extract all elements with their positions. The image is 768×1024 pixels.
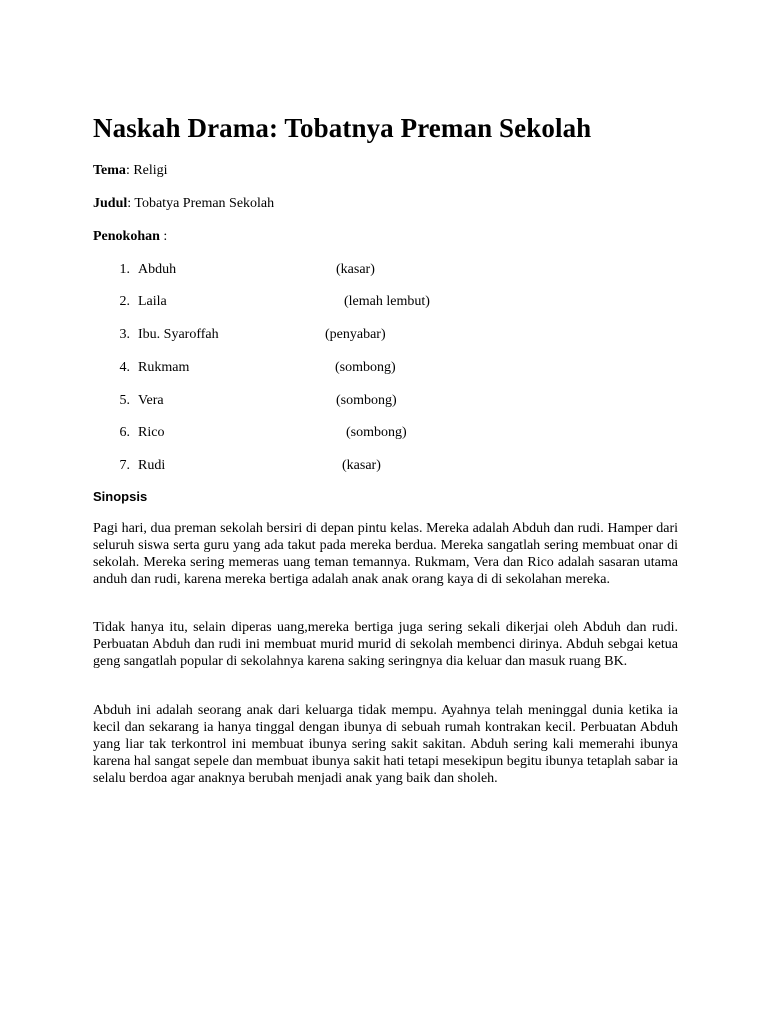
character-number: 2.: [119, 294, 130, 309]
character-number: 7.: [119, 458, 130, 473]
penokohan-value: :: [159, 229, 168, 244]
judul-field: [93, 196, 274, 212]
document-title: Naskah Drama: Tobatnya Preman Sekolah: [93, 113, 592, 143]
character-number: 3.: [119, 327, 130, 342]
judul-label: Judul: [93, 196, 128, 211]
tema-value: : Religi: [125, 163, 168, 178]
character-name: Rudi: [138, 458, 166, 473]
sinopsis-paragraph: Abduh ini adalah seorang anak dari keluarga tidak mempu. Ayahnya telah meninggal dunia ketika ia kecil dan sekarang ia hanya tinggal dengan ibunya di sebuah rumah kontrakan kecil. Perbuatan Abduh yang liar tak terkontrol ini membuat ibunya sering sakit sakitan. Abduh sering kali memerahi ibunya karena hal sangat sepele dan membuat ibunya sakit hati tetapi mesekipun begitu ibunya tetaplah sabar ia selalu berdoa agar anaknya berubah menjadi anak yang baik dan sholeh.: [93, 703, 678, 786]
character-number: 6.: [119, 425, 130, 440]
character-name: Rico: [138, 425, 165, 440]
character-trait: (sombong): [336, 393, 397, 408]
character-number: 5.: [119, 393, 130, 408]
tema-label: Tema: [93, 163, 126, 178]
character-name: Ibu. Syaroffah: [138, 327, 219, 342]
character-trait: (sombong): [335, 360, 396, 375]
character-number: 1.: [119, 262, 130, 277]
character-trait: (penyabar): [325, 327, 386, 342]
character-trait: (sombong): [346, 425, 407, 440]
character-name: Laila: [138, 294, 167, 309]
tema-field: [93, 163, 168, 179]
sinopsis-heading: Sinopsis: [93, 489, 148, 504]
character-name: Abduh: [138, 262, 177, 277]
penokohan-field: [93, 229, 167, 245]
character-name: Vera: [138, 393, 164, 408]
sinopsis-paragraph: Tidak hanya itu, selain diperas uang,mereka bertiga juga sering sekali dikerjai oleh Abduh dan rudi. Perbuatan Abduh dan rudi ini membuat murid murid di sekolah membenci dirinya. Abduh sebgai ketua geng sangatlah popular di sekolahnya karena saking seringnya dia keluar dan masuk ruang BK.: [93, 620, 678, 669]
sinopsis-paragraph: Pagi hari, dua preman sekolah bersiri di depan pintu kelas. Mereka adalah Abduh dan rudi. Hamper dari seluruh siswa serta guru yang ada takut pada mereka berdua. Mereka sangatlah sering membuat onar di sekolah. Mereka sering memeras uang teman temannya. Rukmam, Vera dan Rico adalah sasaran utama anduh dan rudi, karena mereka bertiga adalah anak anak orang kaya di di sekolahan mereka.: [93, 521, 678, 587]
character-trait: (lemah lembut): [344, 294, 430, 309]
character-number: 4.: [119, 360, 130, 375]
character-trait: (kasar): [336, 262, 375, 277]
character-trait: (kasar): [342, 458, 381, 473]
character-name: Rukmam: [138, 360, 190, 375]
penokohan-label: Penokohan: [93, 229, 160, 244]
judul-value: : Tobatya Preman Sekolah: [127, 196, 275, 211]
